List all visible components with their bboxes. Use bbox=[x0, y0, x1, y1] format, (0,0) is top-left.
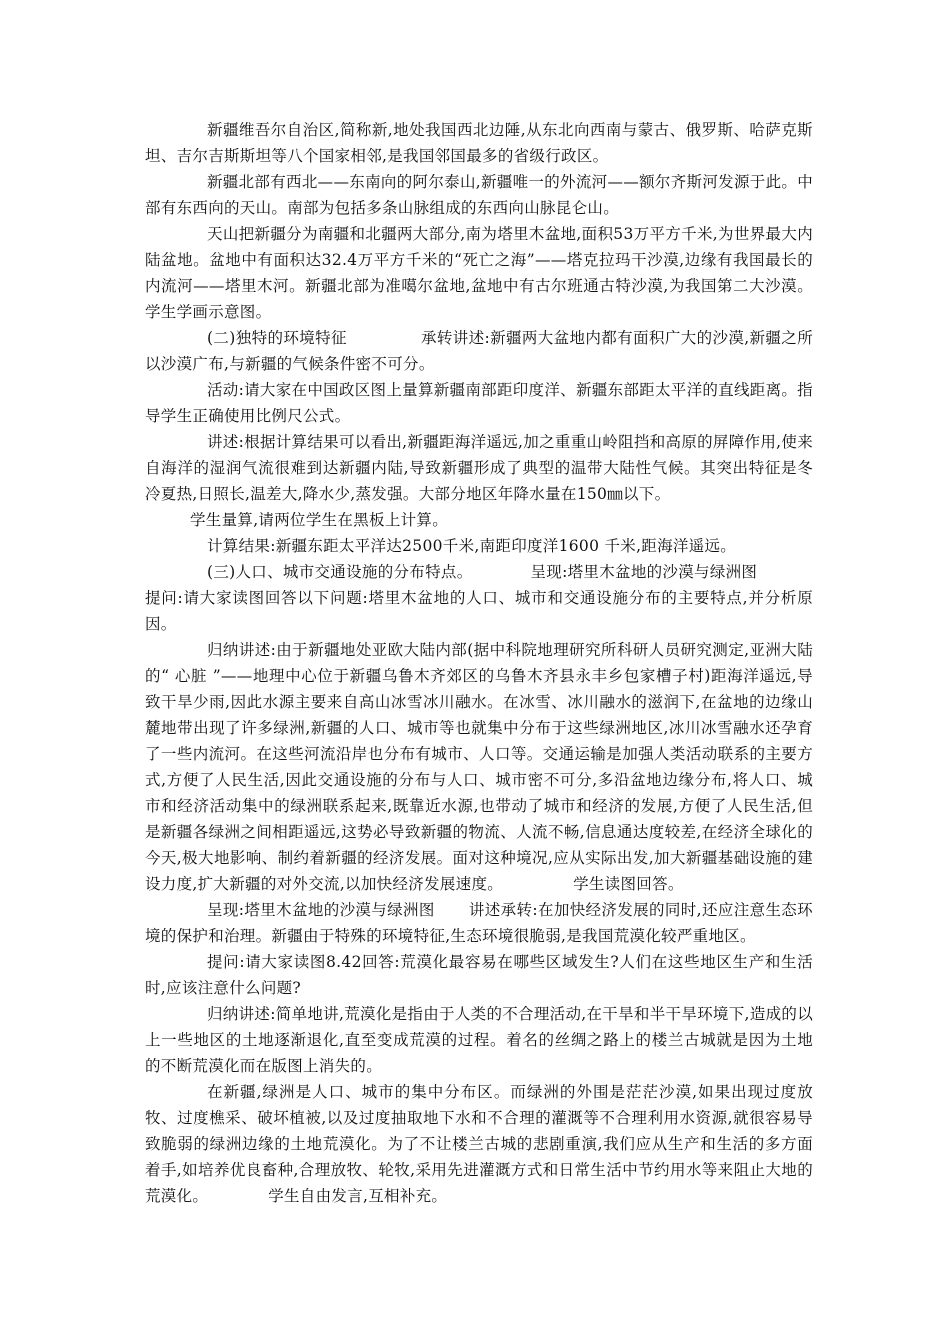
paragraph-xinjiang-location bbox=[145, 117, 813, 169]
paragraph-environment-heading bbox=[145, 325, 813, 377]
paragraph-text: 提问:请大家读图回答以下问题:塔里木盆地的人口、城市和交通设施分布的主要特点,并分析原因。 bbox=[145, 589, 813, 633]
paragraph-calculation-result bbox=[145, 533, 813, 559]
paragraph-oasis-protection bbox=[145, 1079, 813, 1209]
paragraph-text: 学生量算,请两位学生在黑板上计算。 bbox=[190, 511, 449, 529]
paragraph-text: 在新疆,绿洲是人口、城市的集中分布区。而绿洲的外围是茫茫沙漠,如果出现过度放牧、过度樵采、破坏植被,以及过度抽取地下水和不合理的灌溉等不合理利用水资源,就很容易导致脆弱的绿洲边缘的土地荒漠化。为了不让楼兰古城的悲剧重演,我们应从生产和生活的多方面着手,如培养优良畜种,合理放牧、轮牧,采用先进灌溉方式和日常生活中节约用水等来阻止大地的荒漠化。 bbox=[145, 1083, 813, 1205]
paragraph-text: 学生读图回答。 bbox=[573, 875, 684, 893]
paragraph-summary-oasis bbox=[145, 637, 813, 897]
paragraph-text: 新疆维吾尔自治区,简称新,地处我国西北边陲,从东北向西南与蒙古、俄罗斯、哈萨克斯坦、吉尔吉斯斯坦等八个国家相邻,是我国邻国最多的省级行政区。 bbox=[145, 121, 813, 165]
paragraph-activity bbox=[145, 377, 813, 429]
paragraph-text: 讲述承转:在加快经济发展的同时,还应注意生态环境的保护和治理。新疆由于特殊的环境特征,生态环境很脆弱,是我国荒漠化较严重地区。 bbox=[145, 901, 813, 945]
paragraph-text: 讲述:根据计算结果可以看出,新疆距海洋遥远,加之重重山岭阻挡和高原的屏障作用,使来自海洋的湿润气流很难到达新疆内陆,导致新疆形成了典型的温带大陆性气候。其突出特征是冬冷夏热,日照长,温差大,降水少,蒸发强。大部分地区年降水量在150㎜以下。 bbox=[145, 433, 813, 503]
paragraph-student-measure bbox=[145, 507, 813, 533]
paragraph-text: 计算结果:新疆东距太平洋达2500千米,南距印度洋1600 千米,距海洋遥远。 bbox=[207, 537, 737, 555]
paragraph-text: 天山把新疆分为南疆和北疆两大部分,南为塔里木盆地,面积53万平方千米,为世界最大内陆盆地。盆地中有面积达32.4万平方千米的“死亡之海”——塔克拉玛干沙漠,边缘有我国最长的内流河——塔里木河。新疆北部为准噶尔盆地,盆地中有古尔班通古特沙漠,为我国第二大沙漠。学生学画示意图。 bbox=[145, 225, 813, 321]
paragraph-text: 新疆北部有西北——东南向的阿尔泰山,新疆唯一的外流河——额尔齐斯河发源于此。中部有东西向的天山。南部为包括多条山脉组成的东西向山脉昆仑山。 bbox=[145, 173, 813, 217]
paragraph-text: 呈现:塔里木盆地的沙漠与绿洲图 bbox=[207, 901, 435, 919]
section-heading: (二)独特的环境特征 bbox=[207, 329, 347, 347]
paragraph-text: 归纳讲述:简单地讲,荒漠化是指由于人类的不合理活动,在干旱和半干旱环境下,造成的以上一些地区的土地逐渐退化,直至变成荒漠的过程。着名的丝绸之路上的楼兰古城就是因为土地的不断荒漠化而在版图上消失的。 bbox=[145, 1005, 813, 1075]
paragraph-northern-mountains bbox=[145, 169, 813, 221]
paragraph-question-desertification bbox=[145, 949, 813, 1001]
paragraph-text: 提问:请大家读图8.42回答:荒漠化最容易在哪些区域发生?人们在这些地区生产和生活时,应该注意什么问题? bbox=[145, 953, 813, 997]
paragraph-desertification-definition bbox=[145, 1001, 813, 1079]
paragraph-text: 活动:请大家在中国政区图上量算新疆南部距印度洋、新疆东部距太平洋的直线距离。指导学生正确使用比例尺公式。 bbox=[145, 381, 813, 425]
paragraph-climate-lecture bbox=[145, 429, 813, 507]
section-heading: (三)人口、城市交通设施的分布特点。 bbox=[207, 563, 473, 581]
paragraph-present-map bbox=[145, 897, 813, 949]
paragraph-question-distribution bbox=[145, 585, 813, 637]
paragraph-text: 呈现:塔里木盆地的沙漠与绿洲图 bbox=[530, 563, 758, 581]
paragraph-basins bbox=[145, 221, 813, 325]
paragraph-text: 学生自由发言,互相补充。 bbox=[268, 1187, 448, 1205]
paragraph-text: 承转讲述:新疆两大盆地内都有面积广大的沙漠,新疆之所以沙漠广布,与新疆的气候条件密不可分。 bbox=[145, 329, 813, 373]
paragraph-text: 归纳讲述:由于新疆地处亚欧大陆内部(据中科院地理研究所科研人员研究测定,亚洲大陆的“ 心脏 ”——地理中心位于新疆乌鲁木齐郊区的乌鲁木齐县永丰乡包家槽子村)距海洋遥远,导致干旱少雨,因此水源主要来自高山冰雪冰川融水。在冰雪、冰川融水的滋润下,在盆地的边缘山麓地带出现了许多绿洲,新疆的人口、城市等也就集中分布于这些绿洲地区,冰川冰雪融水还孕育了一些内流河。在这些河流沿岸也分布有城市、人口等。交通运输是加强人类活动联系的主要方式,方便了人民生活,因此交通设施的分布与人口、城市密不可分,多沿盆地边缘分布,将人口、城市和经济活动集中的绿洲联系起来,既靠近水源,也带动了城市和经济的发展,方便了人民生活,但是新疆各绿洲之间相距遥远,这势必导致新疆的物流、人流不畅,信息通达度较差,在经济全球化的今天,极大地影响、制约着新疆的经济发展。面对这种境况,应从实际出发,加大新疆基础设施的建设力度,扩大新疆的对外交流,以加快经济发展速度。 bbox=[145, 641, 813, 893]
paragraph-population-heading bbox=[145, 559, 813, 585]
document-body bbox=[145, 117, 813, 1209]
